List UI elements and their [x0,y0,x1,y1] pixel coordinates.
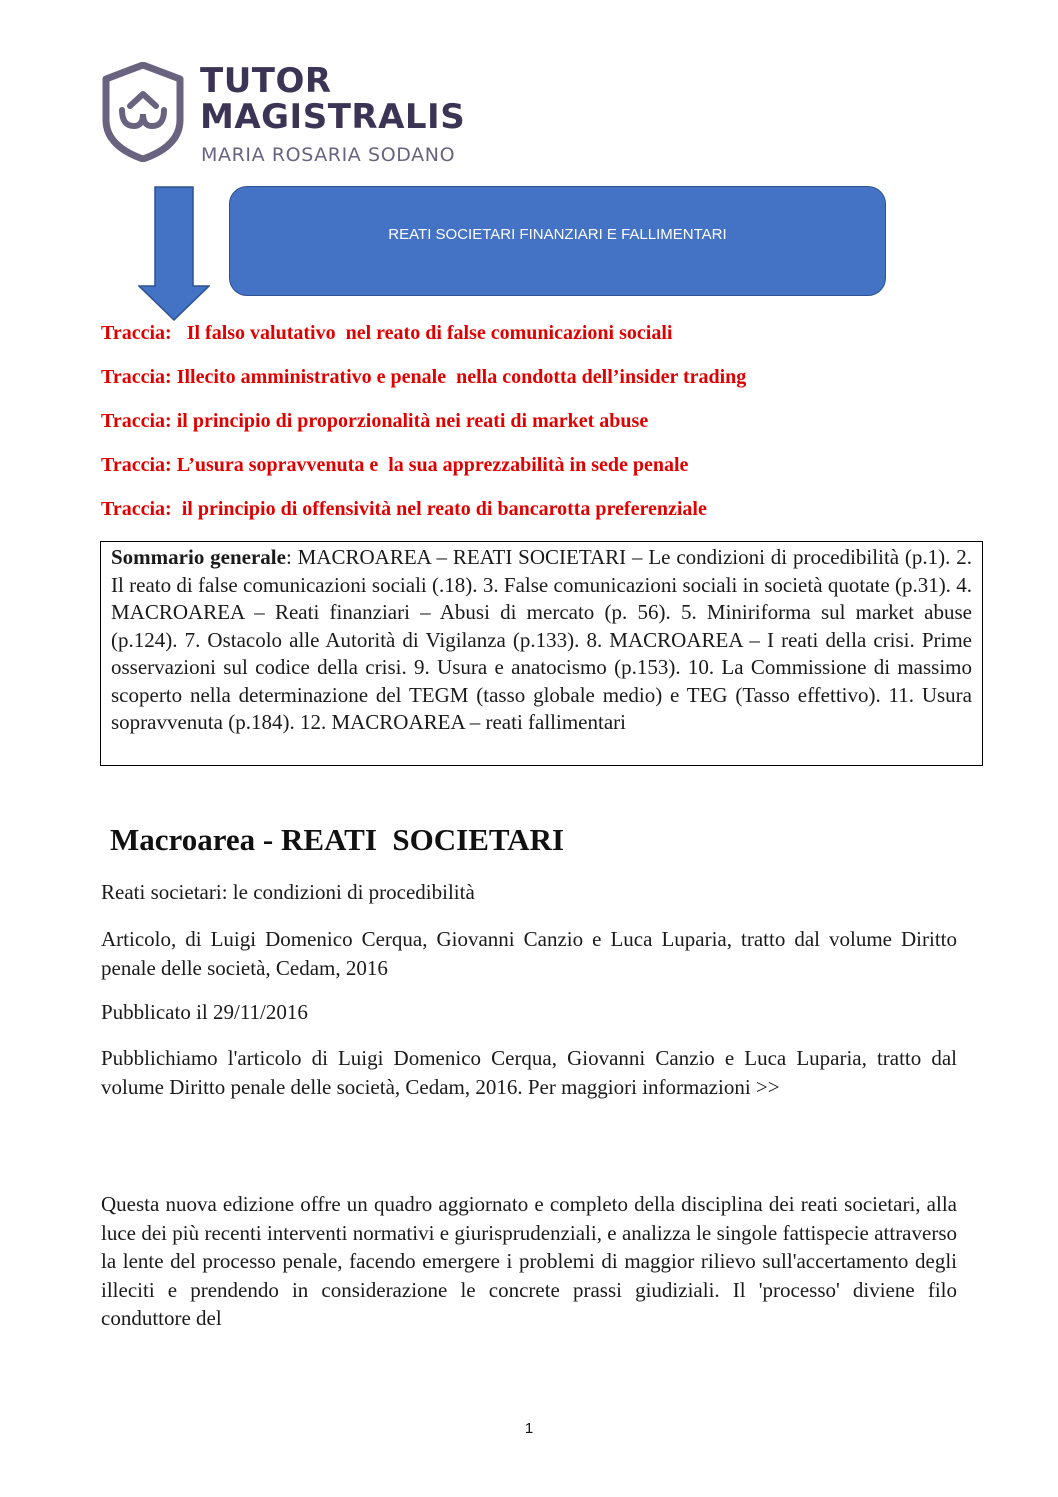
logo-title-line2: MAGISTRALIS [200,97,466,137]
traccia-item: Traccia: L’usura sopravvenuta e la sua apprezzabilità in sede penale [101,454,689,476]
shield-logo-icon [100,62,186,162]
sommario-label: Sommario generale [111,545,286,569]
tutor-magistralis-logo [100,62,500,172]
paragraph-body: Questa nuova edizione offre un quadro aggiornato e completo della disciplina dei reati societari, alla luce dei più recenti interventi normativi e giurisprudenziali, e analizza le singole fattispecie attraverso la lente del processo penale, facendo emergere i problemi di maggior rilievo sull'accertamento degli illeciti e prendendo in considerazione le concrete prassi giudiziali. Il 'processo' diviene filo conduttore del [101,1192,957,1330]
banner-label: REATI SOCIETARI FINANZIARI E FALLIMENTARI [388,225,727,243]
paragraph-intro: Pubblichiamo l'articolo di Luigi Domenico Cerqua, Giovanni Canzio e Luca Luparia, tratto dal volume Diritto penale delle società, Cedam, 2016. Per maggiori informazioni >> [101,1046,957,1099]
down-arrow-icon [138,186,210,321]
traccia-item: Traccia: il principio di offensività nel reato di bancarotta preferenziale [101,498,707,520]
logo-title-line1: TUTOR [200,61,332,101]
page-number: 1 [524,1420,534,1437]
paragraph-subtitle: Reati societari: le condizioni di procedibilità [101,880,475,904]
traccia-item: Traccia: il principio di proporzionalità nei reati di market abuse [101,410,649,432]
paragraph-article-info: Articolo, di Luigi Domenico Cerqua, Giovanni Canzio e Luca Luparia, tratto dal volume Diritto penale delle società, Cedam, 2016 [101,927,957,980]
sommario-box [100,541,983,766]
section-heading: Macroarea - REATI SOCIETARI [110,822,565,857]
logo-subtitle: MARIA ROSARIA SODANO [201,144,456,166]
traccia-item: Traccia: Illecito amministrativo e penale nella condotta dell’insider trading [101,366,747,388]
sommario-text: : MACROAREA – REATI SOCIETARI – Le condizioni di procedibilità (p.1). 2. Il reato di false comunicazioni sociali (.18). 3. False comunicazioni sociali in società quotate (p.31). 4. MACROAREA – Reati finanziari – Abusi di mercato (p. 56). 5. Miniriforma sul market abuse (p.124). 7. Ostacolo alle Autorità di Vigilanza (p.133). 8. MACROAREA – I reati della crisi. Prime osservazioni sul codice della crisi. 9. Usura e anatocismo (p.153). 10. La Commissione di massimo scoperto nella determinazione del TEGM (tasso globale medio) e TEG (Tasso effettivo). 11. Usura sopravvenuta (p.184). 12. MACROAREA – reati fallimentari [111,545,973,734]
traccia-item: Traccia: Il falso valutativo nel reato di false comunicazioni sociali [101,322,673,344]
title-banner [229,186,886,296]
tracce-list [101,320,981,540]
paragraph-published-date: Pubblicato il 29/11/2016 [101,1000,308,1024]
